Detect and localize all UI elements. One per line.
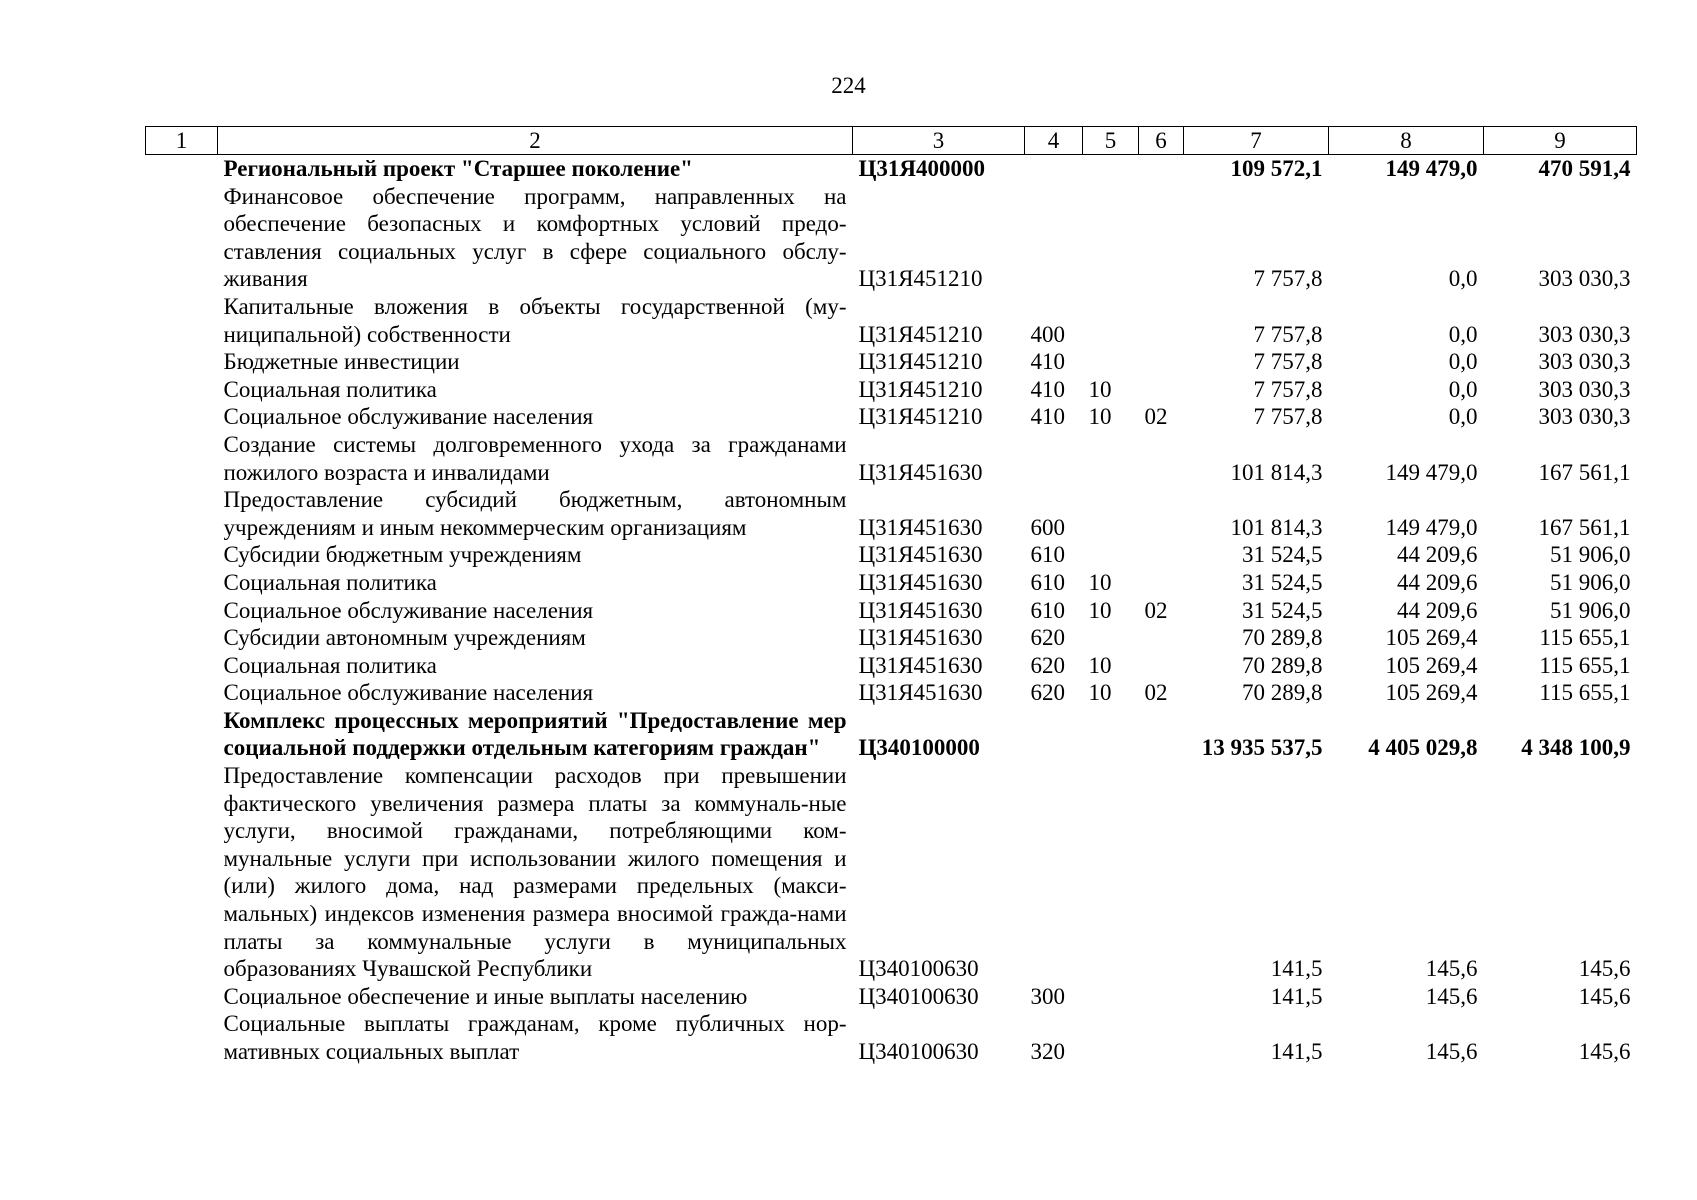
row-amount-col9: 115 655,1 (1539, 680, 1631, 706)
row-name: Социальная политика (223, 376, 437, 402)
row-code: Ц31Я451630 (858, 514, 983, 540)
row-subsection: 02 (1144, 680, 1168, 706)
row-blank-cell (146, 293, 218, 348)
table-row (146, 486, 1637, 541)
row-amount-col8: 149 479,0 (1385, 156, 1478, 181)
row-name: Предоставление субсидий бюджетным, автономным учреждениям и иным некоммерческим организациям (223, 487, 847, 540)
row-section (1083, 541, 1139, 569)
row-subsection (1139, 293, 1184, 348)
row-subsection: 02 (1144, 404, 1168, 430)
row-subsection (1139, 376, 1184, 404)
row-name: Бюджетные инвестиции (223, 349, 460, 375)
row-code: Ц31Я451630 (858, 625, 983, 651)
row-amount-col8: 44 209,6 (1397, 597, 1478, 623)
row-section: 10 (1088, 597, 1112, 623)
header-col-2: 2 (218, 127, 853, 155)
row-amount-col9: 167 561,1 (1538, 459, 1631, 485)
row-name: Субсидии автономным учреждениям (223, 625, 586, 651)
row-amount-col9: 303 030,3 (1538, 376, 1631, 402)
header-col-7: 7 (1184, 127, 1329, 155)
row-amount-col7: 7 757,8 (1253, 266, 1323, 292)
row-blank-cell (146, 376, 218, 404)
row-amount-col8: 0,0 (1448, 266, 1478, 292)
row-section (1083, 155, 1139, 183)
row-code: Ц340100630 (858, 1039, 979, 1064)
row-section (1083, 707, 1139, 762)
row-amount-col8: 0,0 (1448, 404, 1478, 430)
table-row (146, 431, 1637, 486)
row-amount-col9: 470 591,4 (1538, 156, 1631, 181)
row-amount-col9: 303 030,3 (1538, 321, 1631, 347)
header-col-6: 6 (1139, 127, 1184, 155)
table-row (146, 983, 1637, 1011)
row-blank-cell (146, 348, 218, 376)
row-section (1083, 486, 1139, 541)
row-code: Ц31Я451210 (858, 266, 983, 292)
row-code: Ц31Я451630 (858, 542, 983, 568)
row-amount-col9: 303 030,3 (1538, 404, 1631, 430)
row-expense-type: 600 (1030, 514, 1065, 540)
row-name: Социальные выплаты гражданам, кроме публичных нор-мативных социальных выплат (223, 1011, 847, 1064)
row-subsection (1139, 569, 1184, 597)
row-blank-cell (146, 183, 218, 293)
header-col-1: 1 (146, 127, 218, 155)
row-expense-type (1025, 707, 1083, 762)
row-expense-type: 620 (1030, 680, 1065, 706)
table-row (146, 679, 1637, 707)
row-name: Предоставление компенсации расходов при превышении фактического увеличения размера платы за коммуналь-ные услуги, вносимой гражданами, потребляющими ком-мунальные услуги при использовании жилого помещения и (или) жилого дома, над размерами предельных (макси-мальных) индексов изменения размера вносимой гражда-нами платы за коммунальные услуги в муниципальных образованиях Чувашской Республики (223, 763, 847, 982)
row-amount-col9: 115 655,1 (1539, 652, 1631, 678)
row-amount-col8: 105 269,4 (1385, 625, 1478, 651)
row-section (1083, 348, 1139, 376)
table-row (146, 541, 1637, 569)
row-subsection (1139, 707, 1184, 762)
row-amount-col8: 0,0 (1448, 376, 1478, 402)
table-row (146, 348, 1637, 376)
row-code: Ц31Я451630 (858, 680, 983, 706)
row-name: Региональный проект "Старшее поколение" (223, 156, 693, 181)
row-name: Капитальные вложения в объекты государственной (му-ниципальной) собственности (223, 293, 847, 347)
row-code: Ц31Я451210 (858, 349, 983, 375)
row-name: Социальное обеспечение и иные выплаты населению (223, 983, 748, 1009)
row-blank-cell (146, 707, 218, 762)
row-blank-cell (146, 679, 218, 707)
row-expense-type: 620 (1030, 625, 1065, 651)
header-col-9: 9 (1484, 127, 1637, 155)
row-section: 10 (1088, 376, 1112, 402)
row-name: Социальное обслуживание населения (223, 404, 594, 430)
row-amount-col7: 141,5 (1270, 983, 1323, 1009)
row-expense-type: 610 (1030, 569, 1065, 595)
row-name: Комплекс процессных мероприятий "Предоставление мер социальной поддержки отдельным категориям граждан" (223, 707, 847, 761)
row-amount-col9: 51 906,0 (1550, 569, 1631, 595)
row-section (1083, 983, 1139, 1011)
row-blank-cell (146, 403, 218, 431)
row-amount-col9: 303 030,3 (1538, 266, 1631, 292)
row-name: Финансовое обеспечение программ, направленных на обеспечение безопасных и комфортных условий предо-ставления социальных услуг в сфере социального обслу-живания (223, 183, 847, 292)
row-subsection: 02 (1144, 597, 1168, 623)
row-amount-col8: 4 405 029,8 (1368, 735, 1478, 761)
row-code: Ц31Я451630 (858, 459, 983, 485)
row-amount-col8: 145,6 (1425, 1039, 1478, 1064)
table-row (146, 762, 1637, 983)
row-amount-col9: 167 561,1 (1538, 514, 1631, 540)
row-section (1083, 183, 1139, 293)
row-amount-col9: 145,6 (1578, 983, 1631, 1009)
row-code: Ц31Я451210 (858, 376, 983, 402)
row-amount-col8: 145,6 (1425, 983, 1478, 1009)
row-amount-col9: 4 348 100,9 (1521, 735, 1631, 761)
row-code: Ц31Я451630 (858, 652, 983, 678)
table-row (146, 569, 1637, 597)
row-subsection (1139, 183, 1184, 293)
row-amount-col7: 101 814,3 (1230, 514, 1323, 540)
row-amount-col9: 303 030,3 (1538, 349, 1631, 375)
table-row (146, 1010, 1637, 1065)
table-row (146, 376, 1637, 404)
row-amount-col7: 7 757,8 (1253, 349, 1323, 375)
row-section: 10 (1088, 680, 1112, 706)
page-number: 224 (831, 73, 866, 98)
row-expense-type: 620 (1030, 652, 1065, 678)
row-section: 10 (1088, 652, 1112, 678)
row-amount-col9: 115 655,1 (1539, 625, 1631, 651)
row-amount-col9: 51 906,0 (1550, 542, 1631, 568)
row-expense-type (1025, 762, 1083, 983)
header-col-4: 4 (1025, 127, 1083, 155)
row-code: Ц31Я451630 (858, 569, 983, 595)
row-subsection (1139, 624, 1184, 652)
row-amount-col7: 70 289,8 (1242, 680, 1323, 706)
row-name: Социальная политика (223, 569, 437, 595)
row-subsection (1139, 348, 1184, 376)
row-expense-type: 410 (1030, 376, 1065, 402)
row-amount-col7: 101 814,3 (1230, 459, 1323, 485)
row-subsection (1139, 541, 1184, 569)
row-amount-col7: 31 524,5 (1242, 542, 1323, 568)
row-subsection (1139, 486, 1184, 541)
row-section (1083, 624, 1139, 652)
table-row (146, 624, 1637, 652)
row-expense-type: 610 (1030, 597, 1065, 623)
row-amount-col8: 0,0 (1448, 321, 1478, 347)
row-blank-cell (146, 1010, 218, 1065)
row-blank-cell (146, 155, 218, 183)
row-blank-cell (146, 624, 218, 652)
row-amount-col7: 141,5 (1270, 1039, 1323, 1064)
row-amount-col8: 0,0 (1448, 349, 1478, 375)
header-row (146, 127, 1637, 155)
row-amount-col8: 149 479,0 (1385, 514, 1478, 540)
header-col-5: 5 (1083, 127, 1139, 155)
row-name: Социальное обслуживание населения (223, 680, 594, 706)
row-amount-col8: 105 269,4 (1385, 652, 1478, 678)
row-expense-type: 320 (1030, 1039, 1065, 1064)
row-amount-col8: 44 209,6 (1397, 569, 1478, 595)
table-row (146, 403, 1637, 431)
row-section: 10 (1088, 569, 1112, 595)
table-row (146, 652, 1637, 680)
row-amount-col7: 7 757,8 (1253, 404, 1323, 430)
row-code: Ц31Я451630 (858, 597, 983, 623)
row-amount-col8: 149 479,0 (1385, 459, 1478, 485)
row-expense-type: 610 (1030, 542, 1065, 568)
row-amount-col9: 51 906,0 (1550, 597, 1631, 623)
row-subsection (1139, 431, 1184, 486)
row-code: Ц340100000 (858, 735, 980, 761)
budget-table (145, 126, 1637, 1066)
row-name: Социальное обслуживание населения (223, 597, 594, 623)
row-amount-col8: 44 209,6 (1397, 542, 1478, 568)
row-expense-type (1025, 431, 1083, 486)
row-amount-col7: 13 935 537,5 (1201, 735, 1323, 761)
row-name: Субсидии бюджетным учреждениям (223, 542, 582, 568)
row-code: Ц340100630 (858, 956, 979, 982)
row-code: Ц340100630 (858, 983, 979, 1009)
row-section (1083, 1010, 1139, 1065)
row-expense-type: 410 (1030, 404, 1065, 430)
table-row (146, 707, 1637, 762)
row-amount-col7: 31 524,5 (1242, 597, 1323, 623)
row-amount-col7: 7 757,8 (1253, 376, 1323, 402)
row-amount-col7: 31 524,5 (1242, 569, 1323, 595)
row-subsection (1139, 762, 1184, 983)
row-section (1083, 762, 1139, 983)
row-expense-type (1025, 183, 1083, 293)
row-amount-col8: 145,6 (1425, 956, 1478, 982)
row-section (1083, 293, 1139, 348)
row-blank-cell (146, 486, 218, 541)
row-expense-type (1025, 155, 1083, 183)
row-amount-col7: 70 289,8 (1242, 652, 1323, 678)
row-subsection (1139, 155, 1184, 183)
row-amount-col7: 141,5 (1270, 956, 1323, 982)
row-name: Социальная политика (223, 652, 437, 678)
table-row (146, 155, 1637, 183)
row-code: Ц31Я400000 (858, 156, 985, 181)
row-subsection (1139, 652, 1184, 680)
row-code: Ц31Я451210 (858, 321, 983, 347)
row-code: Ц31Я451210 (858, 404, 983, 430)
row-blank-cell (146, 431, 218, 486)
table-row (146, 597, 1637, 625)
table-row (146, 183, 1637, 293)
row-section: 10 (1088, 404, 1112, 430)
row-expense-type: 400 (1030, 321, 1065, 347)
row-blank-cell (146, 541, 218, 569)
row-expense-type: 410 (1030, 349, 1065, 375)
table-body (146, 155, 1637, 1066)
row-expense-type: 300 (1030, 983, 1065, 1009)
row-subsection (1139, 1010, 1184, 1065)
row-amount-col7: 70 289,8 (1242, 625, 1323, 651)
header-col-8: 8 (1329, 127, 1484, 155)
row-blank-cell (146, 983, 218, 1011)
row-subsection (1139, 983, 1184, 1011)
row-amount-col9: 145,6 (1578, 956, 1631, 982)
header-col-3: 3 (853, 127, 1025, 155)
row-amount-col7: 7 757,8 (1253, 321, 1323, 347)
row-amount-col9: 145,6 (1578, 1039, 1631, 1064)
row-section (1083, 431, 1139, 486)
row-blank-cell (146, 569, 218, 597)
row-blank-cell (146, 597, 218, 625)
row-amount-col7: 109 572,1 (1230, 156, 1323, 181)
row-amount-col8: 105 269,4 (1385, 680, 1478, 706)
table-row (146, 293, 1637, 348)
row-name: Создание системы долговременного ухода за гражданами пожилого возраста и инвалидами (223, 431, 847, 485)
row-blank-cell (146, 652, 218, 680)
row-blank-cell (146, 762, 218, 983)
